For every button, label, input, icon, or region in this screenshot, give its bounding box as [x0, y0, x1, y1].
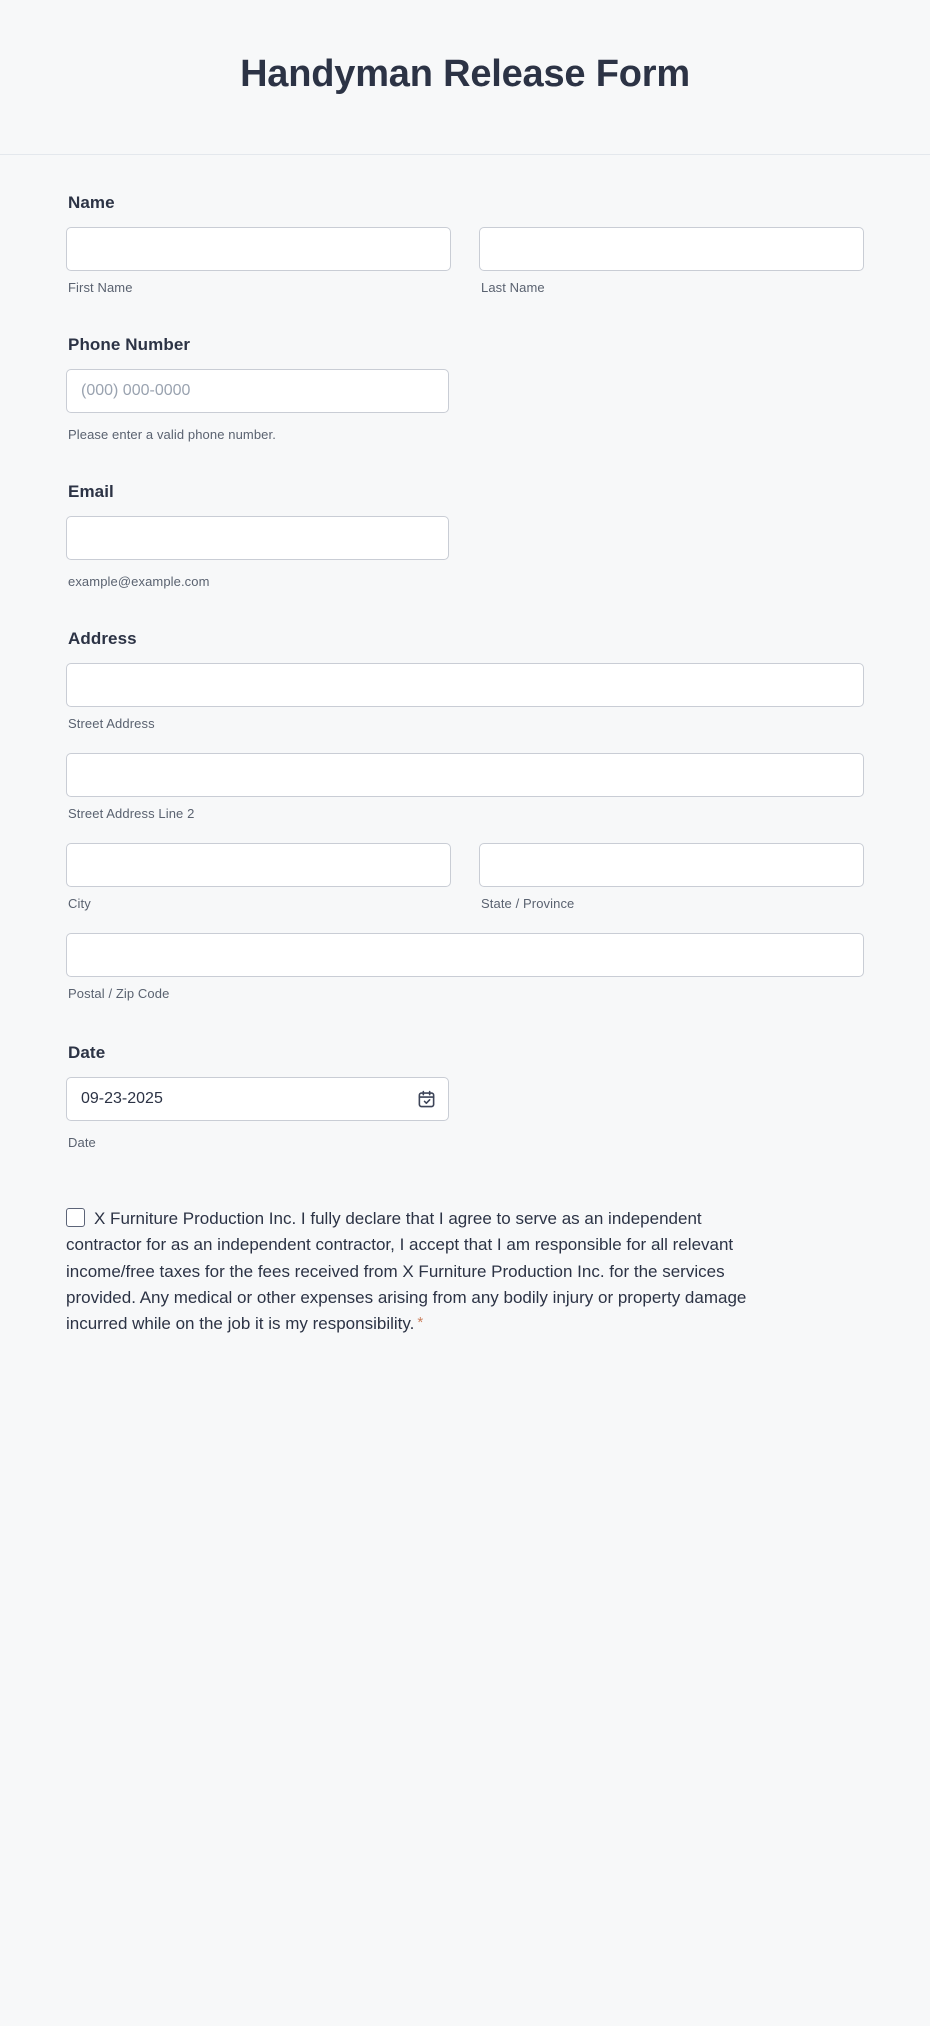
- field-group-consent: [66, 1206, 766, 1338]
- field-group-address: [66, 629, 864, 1001]
- postal-row: [66, 933, 864, 1001]
- state-province-input[interactable]: [479, 843, 864, 887]
- last-name-sublabel: Last Name: [481, 280, 545, 295]
- first-name-col: [66, 227, 451, 295]
- label-phone-number: Phone Number: [68, 335, 191, 354]
- city-sublabel: City: [68, 896, 91, 911]
- phone-number-hint: Please enter a valid phone number.: [68, 427, 276, 442]
- page-bottom-spacer: [66, 1338, 864, 1768]
- street-address-input[interactable]: [66, 663, 864, 707]
- date-input[interactable]: [66, 1077, 449, 1121]
- street-address-2-sublabel: Street Address Line 2: [68, 806, 195, 821]
- field-group-phone: [66, 335, 864, 442]
- consent-label-text: X Furniture Production Inc. I fully declare that I agree to serve as an independent contractor for as an independent contractor, I accept that I am responsible for all relevant income/free taxes for the fees received from X Furniture Production Inc. for the services provided. Any medical or other expenses arising from any bodily injury or property damage incurred while on the job it is my responsibility.: [66, 1209, 747, 1334]
- field-group-name: [66, 193, 864, 295]
- consent-paragraph: [66, 1206, 766, 1338]
- street-address-row: [66, 663, 864, 731]
- label-email: Email: [68, 482, 114, 501]
- phone-number-input[interactable]: [66, 369, 449, 413]
- street-address-2-row: [66, 753, 864, 821]
- last-name-col: [479, 227, 864, 295]
- date-sublabel: Date: [68, 1135, 96, 1150]
- field-group-email: [66, 482, 864, 589]
- street-address-sublabel: Street Address: [68, 716, 155, 731]
- page-title: Handyman Release Form: [240, 52, 690, 95]
- street-address-line-2-input[interactable]: [66, 753, 864, 797]
- field-group-date: [66, 1043, 864, 1150]
- first-name-input[interactable]: [66, 227, 451, 271]
- label-name: Name: [68, 193, 115, 212]
- name-row: [66, 227, 864, 295]
- city-col: [66, 843, 451, 911]
- date-input-wrap: [66, 1077, 449, 1121]
- city-input[interactable]: [66, 843, 451, 887]
- form-body: [0, 155, 930, 1768]
- email-hint: example@example.com: [68, 574, 210, 589]
- email-input-wrap: [66, 516, 449, 560]
- state-province-sublabel: State / Province: [481, 896, 575, 911]
- last-name-input[interactable]: [479, 227, 864, 271]
- consent-checkbox[interactable]: [66, 1208, 85, 1227]
- phone-input-wrap: [66, 369, 449, 413]
- state-col: [479, 843, 864, 911]
- label-date: Date: [68, 1043, 106, 1062]
- form-header: [0, 0, 930, 155]
- first-name-sublabel: First Name: [68, 280, 133, 295]
- label-address: Address: [68, 629, 137, 648]
- calendar-check-icon[interactable]: [417, 1090, 436, 1109]
- postal-zip-code-input[interactable]: [66, 933, 864, 977]
- postal-zip-code-sublabel: Postal / Zip Code: [68, 986, 170, 1001]
- city-state-row: [66, 843, 864, 911]
- required-asterisk: *: [417, 1314, 424, 1332]
- email-input[interactable]: [66, 516, 449, 560]
